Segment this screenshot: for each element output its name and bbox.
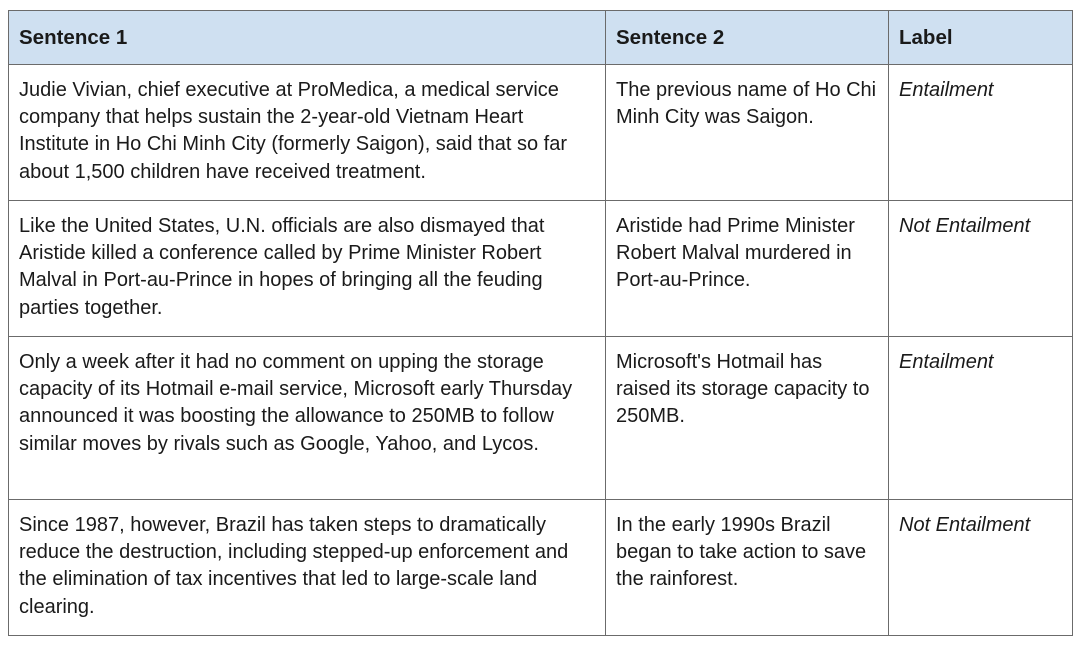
label-cell: Entailment: [889, 65, 1073, 201]
label-cell: Not Entailment: [889, 201, 1073, 337]
sentence-1-cell: Since 1987, however, Brazil has taken steps to dramatically reduce the destruction, including stepped-up enforcement and the elimination of tax incentives that led to large-scale land clearing.: [9, 500, 606, 636]
table-row: [9, 65, 1073, 201]
sentence-2-cell: Microsoft's Hotmail has raised its storage capacity to 250MB.: [606, 337, 889, 500]
table-row: [9, 201, 1073, 337]
sentence-1-cell: Only a week after it had no comment on upping the storage capacity of its Hotmail e-mail service, Microsoft early Thursday announced it was boosting the allowance to 250MB to follow similar moves by rivals such as Google, Yahoo, and Lycos.: [9, 337, 606, 500]
sentence-2-cell: In the early 1990s Brazil began to take action to save the rainforest.: [606, 500, 889, 636]
header-sentence-2: Sentence 2: [606, 11, 889, 65]
label-cell: Entailment: [889, 337, 1073, 500]
table-row: [9, 337, 1073, 500]
table-row: [9, 500, 1073, 636]
sentence-1-cell: Like the United States, U.N. officials are also dismayed that Aristide killed a conference called by Prime Minister Robert Malval in Port-au-Prince in hopes of bringing all the feuding parties together.: [9, 201, 606, 337]
table-header-row: [9, 11, 1073, 65]
sentence-2-cell: The previous name of Ho Chi Minh City was Saigon.: [606, 65, 889, 201]
sentence-1-cell: Judie Vivian, chief executive at ProMedica, a medical service company that helps sustain the 2-year-old Vietnam Heart Institute in Ho Chi Minh City (formerly Saigon), said that so far about 1,500 children have received treatment.: [9, 65, 606, 201]
label-cell: Not Entailment: [889, 500, 1073, 636]
header-sentence-1: Sentence 1: [9, 11, 606, 65]
rte-examples-table-container: [8, 10, 1073, 636]
header-label: Label: [889, 11, 1073, 65]
rte-examples-table: [8, 10, 1073, 636]
sentence-2-cell: Aristide had Prime Minister Robert Malval murdered in Port-au-Prince.: [606, 201, 889, 337]
